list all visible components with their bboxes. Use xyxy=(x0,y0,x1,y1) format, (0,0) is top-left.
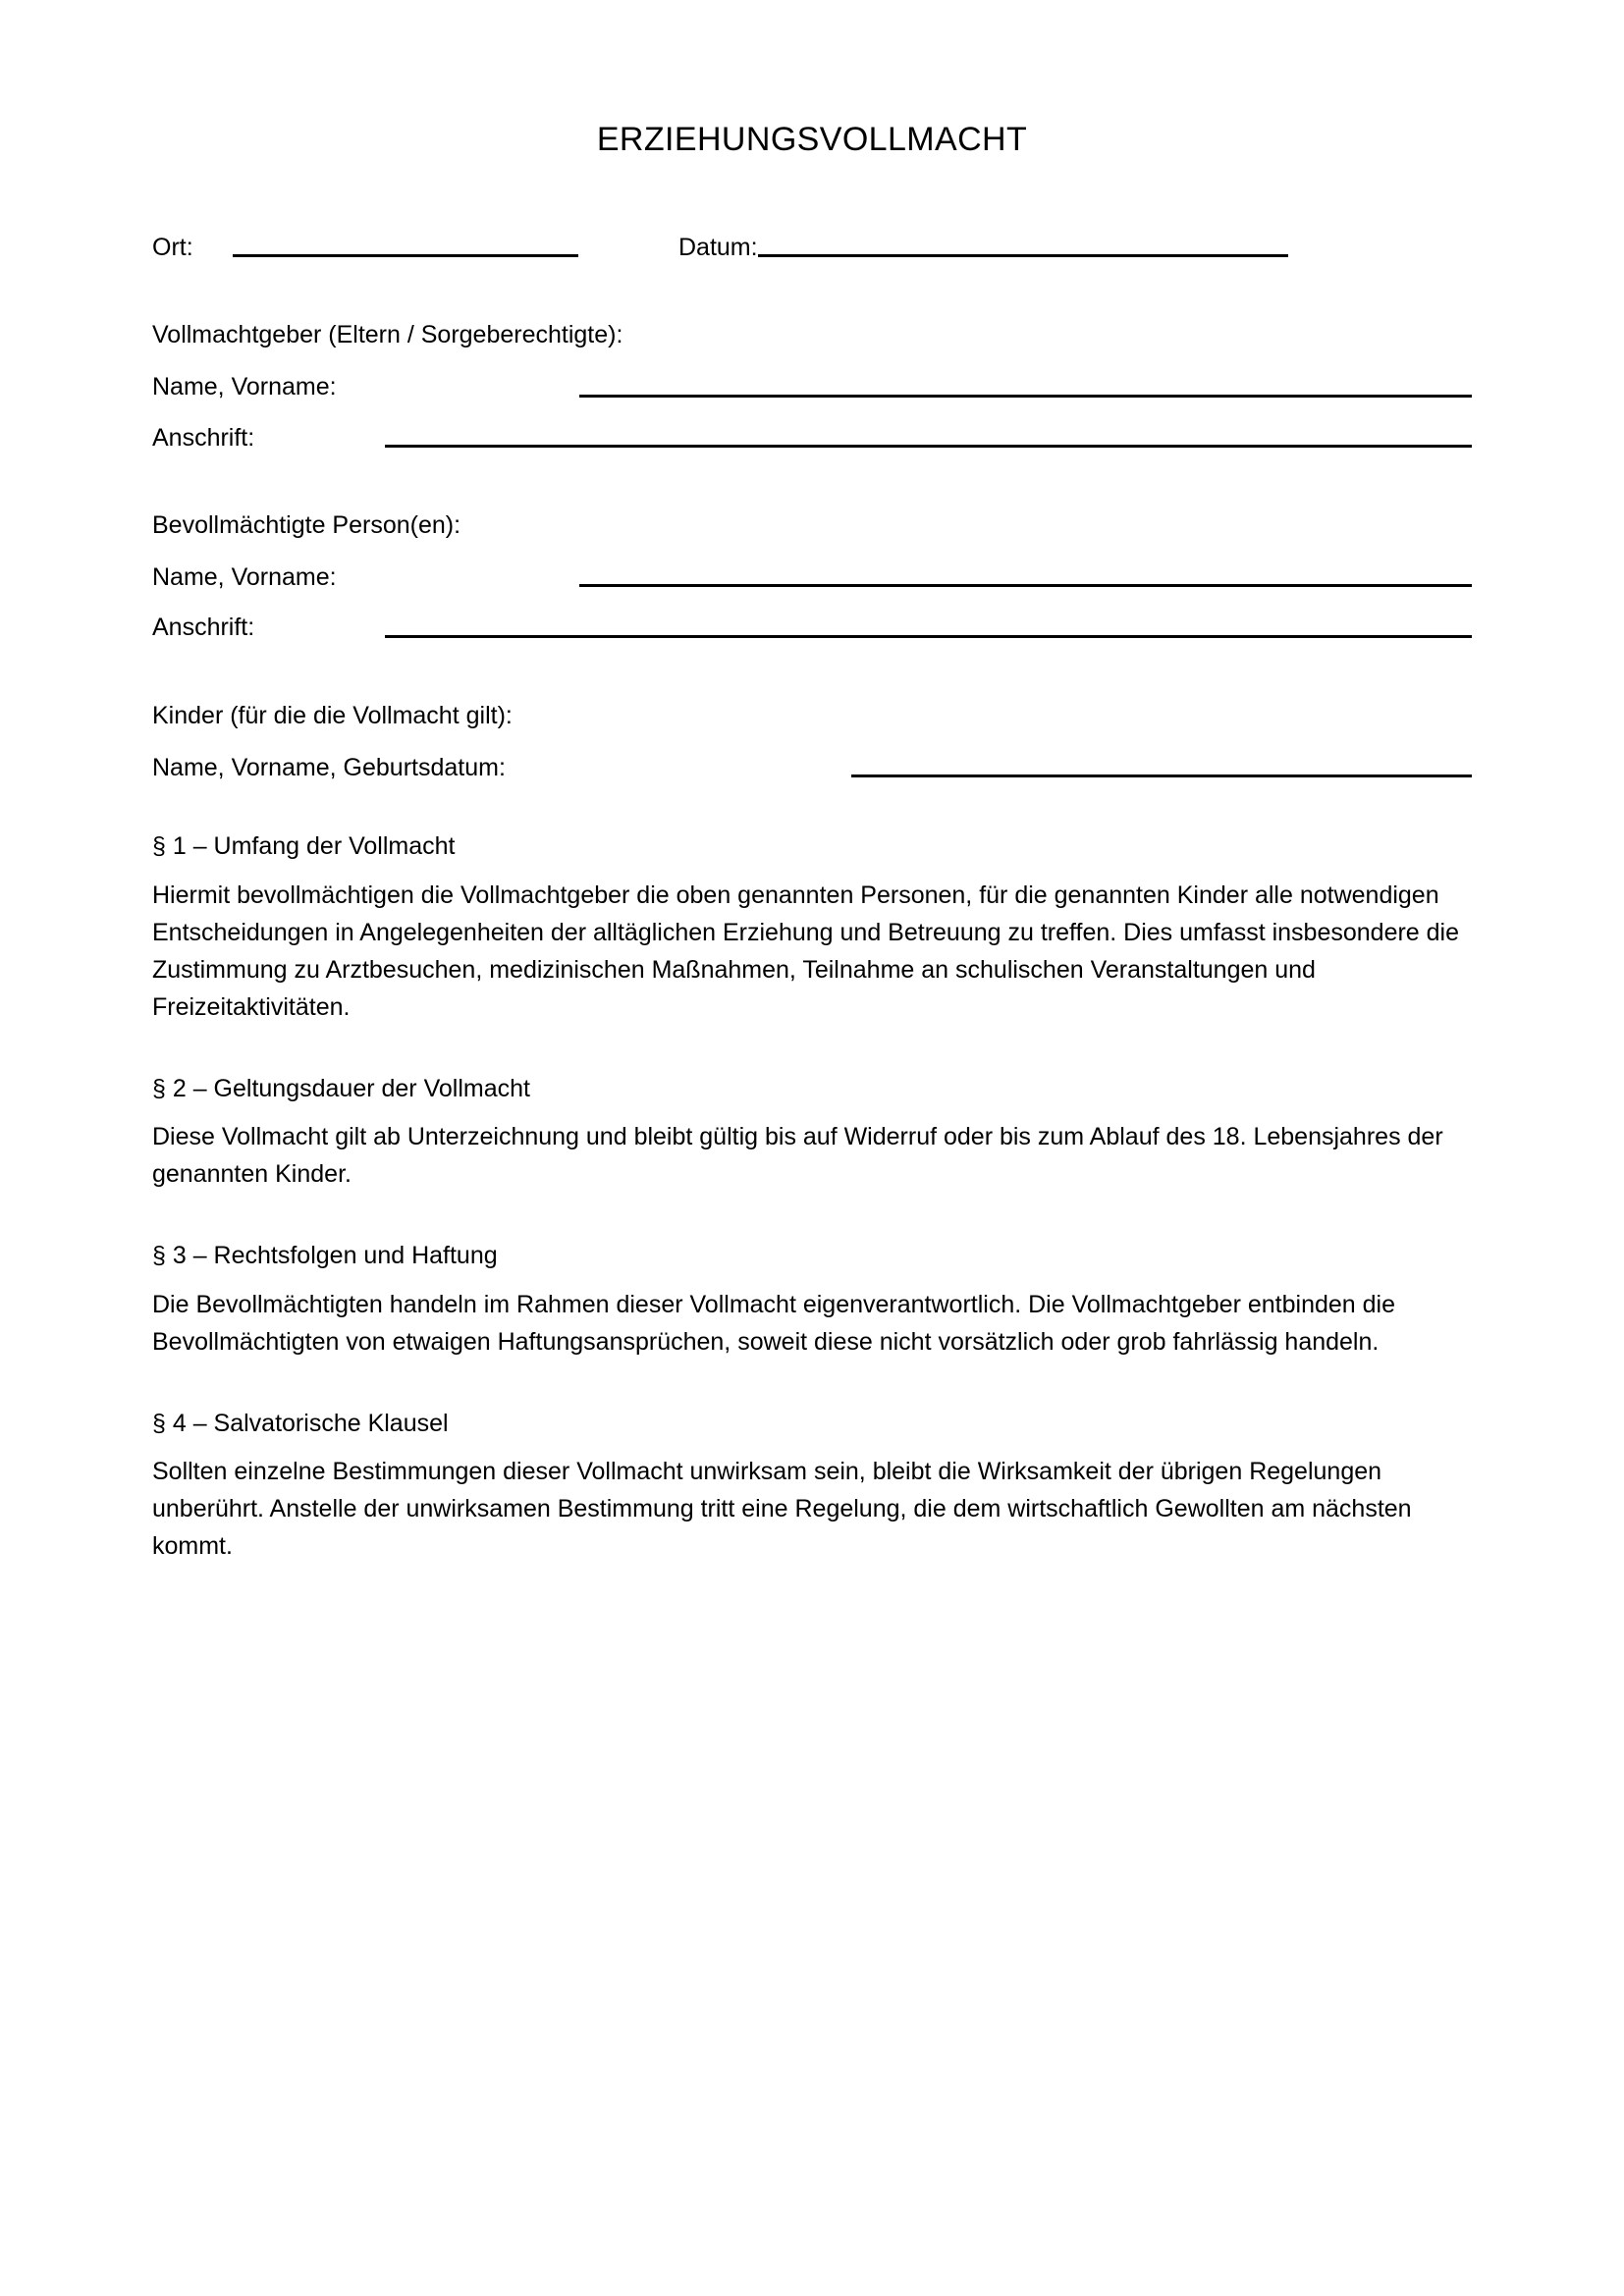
clause-2-body: Diese Vollmacht gilt ab Unterzeichnung und bleibt gültig bis auf Widerruf oder bis zum Ablauf des 18. Lebensjahres der genannten Kinder. xyxy=(152,1123,1443,1189)
clause-1-heading: § 1 – Umfang der Vollmacht xyxy=(152,832,456,861)
attorney-heading: Bevollmächtigte Person(en): xyxy=(152,510,461,539)
children-name-input-line[interactable] xyxy=(851,774,1472,777)
clause-3-heading: § 3 – Rechtsfolgen und Haftung xyxy=(152,1242,498,1270)
clause-4-heading: § 4 – Salvatorische Klausel xyxy=(152,1409,449,1437)
grantor-name-row xyxy=(152,372,1472,402)
attorney-address-input-line[interactable] xyxy=(385,635,1472,638)
children-section xyxy=(152,701,1472,784)
attorney-name-row xyxy=(152,562,1472,593)
attorney-name-input-line[interactable] xyxy=(579,584,1472,587)
clause-4-body: Sollten einzelne Bestimmungen dieser Vollmacht unwirksam sein, bleibt die Wirksamkeit der übrigen Regelungen unberührt. Anstelle der unwirksamen Bestimmung tritt eine Regelung, die dem wirtschaftlich Gewollten am nächsten kommt. xyxy=(152,1458,1412,1561)
attorney-address-label: Anschrift: xyxy=(152,614,255,642)
clause-3-body: Die Bevollmächtigten handeln im Rahmen dieser Vollmacht eigenverantwortlich. Die Vollmachtgeber entbinden die Bevollmächtigten von etwaigen Haftungsansprüchen, soweit diese nicht vorsätzlich oder grob fahrlässig handeln. xyxy=(152,1290,1395,1356)
clause-4 xyxy=(152,1408,1472,1566)
page-title: ERZIEHUNGSVOLLMACHT xyxy=(596,121,1028,158)
clause-2 xyxy=(152,1073,1472,1194)
grantor-name-input-line[interactable] xyxy=(579,395,1472,398)
grantor-address-label: Anschrift: xyxy=(152,423,255,452)
attorney-section xyxy=(152,510,1472,644)
clause-1-body: Hiermit bevollmächtigen die Vollmachtgeber die oben genannten Personen, für die genannten Kinder alle notwendigen Entscheidungen in Angelegenheiten der alltäglichen Erziehung und Betreuung zu treffen. Dies umfasst insbesondere die Zustimmung zu Arztbesuchen, medizinischen Maßnahmen, Teilnahme an schulischen Veranstaltungen und Freizeitaktivitäten. xyxy=(152,881,1460,1021)
attorney-address-row xyxy=(152,613,1472,643)
place-date-row xyxy=(152,233,1472,263)
clause-2-heading: § 2 – Geltungsdauer der Vollmacht xyxy=(152,1074,530,1102)
children-name-label: Name, Vorname, Geburtsdatum: xyxy=(152,753,506,781)
grantor-address-row xyxy=(152,423,1472,454)
children-name-row xyxy=(152,753,1472,783)
ort-input-line[interactable] xyxy=(233,254,578,257)
datum-input-line[interactable] xyxy=(758,254,1288,257)
clause-1 xyxy=(152,830,1472,1026)
clause-3 xyxy=(152,1240,1472,1361)
ort-label: Ort: xyxy=(152,233,193,261)
attorney-name-label: Name, Vorname: xyxy=(152,563,337,592)
grantor-heading: Vollmachtgeber (Eltern / Sorgeberechtigte): xyxy=(152,321,623,349)
grantor-name-label: Name, Vorname: xyxy=(152,373,337,401)
children-heading: Kinder (für die die Vollmacht gilt): xyxy=(152,701,513,729)
datum-label: Datum: xyxy=(678,233,758,261)
grantor-section xyxy=(152,320,1472,454)
grantor-address-input-line[interactable] xyxy=(385,445,1472,448)
